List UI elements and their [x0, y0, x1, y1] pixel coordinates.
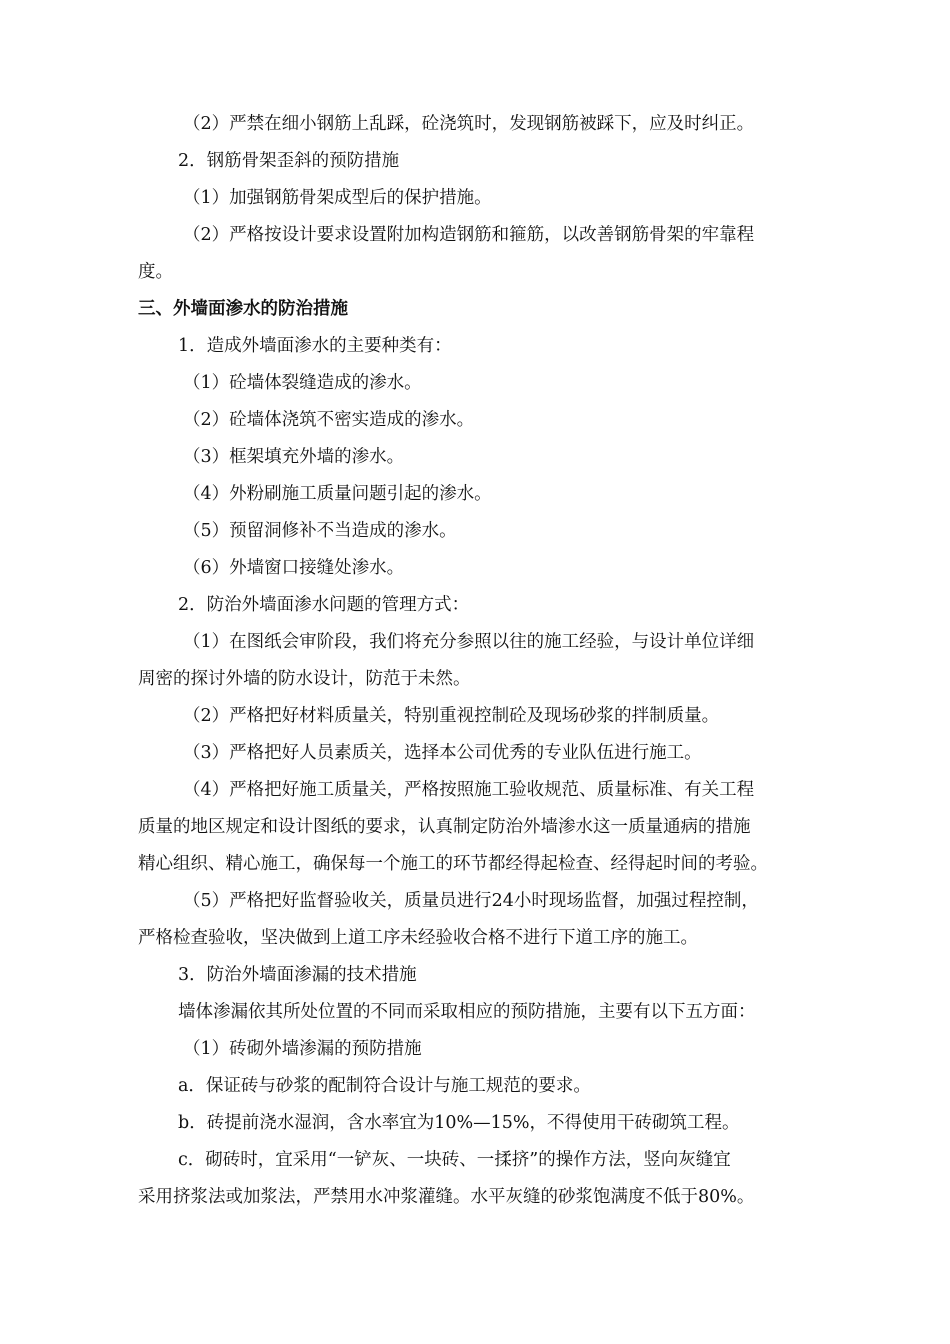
text-line: 周密的探讨外墙的防水设计，防范于未然。	[138, 669, 471, 689]
text-line: （4）外粉刷施工质量问题引起的渗水。	[183, 484, 492, 504]
text-line: 精心组织、精心施工，确保每一个施工的环节都经得起检查、经得起时间的考验。	[138, 854, 768, 874]
text-line: （2）严格把好材料质量关，特别重视控制砼及现场砂浆的拌制质量。	[183, 706, 720, 726]
text-line: （3）严格把好人员素质关，选择本公司优秀的专业队伍进行施工。	[183, 743, 702, 763]
text-line: （2）砼墙体浇筑不密实造成的渗水。	[183, 410, 475, 430]
text-line: 1．造成外墙面渗水的主要种类有：	[178, 336, 452, 356]
text-line: 质量的地区规定和设计图纸的要求，认真制定防治外墙渗水这一质量通病的措施	[138, 817, 751, 837]
text-line: （5）预留洞修补不当造成的渗水。	[183, 521, 457, 541]
section-heading: 三、外墙面渗水的防治措施	[138, 299, 348, 319]
text-line: （6）外墙窗口接缝处渗水。	[183, 558, 405, 578]
text-line: （5）严格把好监督验收关，质量员进行24小时现场监督，加强过程控制，	[183, 891, 759, 911]
text-line: （4）严格把好施工质量关，严格按照施工验收规范、质量标准、有关工程	[183, 780, 755, 800]
text-line: 2．防治外墙面渗水问题的管理方式：	[178, 595, 470, 615]
text-line: （3）框架填充外墙的渗水。	[183, 447, 405, 467]
text-line: c．砌砖时，宜采用“一铲灰、一块砖、一揉挤”的操作方法，竖向灰缝宜	[178, 1150, 731, 1170]
text-line: 2．钢筋骨架歪斜的预防措施	[178, 151, 400, 171]
text-line: （2）严禁在细小钢筋上乱踩，砼浇筑时，发现钢筋被踩下，应及时纠正。	[183, 114, 755, 134]
text-line: 度。	[138, 262, 173, 282]
text-line: （1）加强钢筋骨架成型后的保护措施。	[183, 188, 492, 208]
text-line: （2）严格按设计要求设置附加构造钢筋和箍筋，以改善钢筋骨架的牢靠程	[183, 225, 755, 245]
text-line: b．砖提前浇水湿润，含水率宜为10%—15%，不得使用干砖砌筑工程。	[178, 1113, 740, 1133]
text-line: （1）在图纸会审阶段，我们将充分参照以往的施工经验，与设计单位详细	[183, 632, 755, 652]
text-line: 严格检查验收，坚决做到上道工序未经验收合格不进行下道工序的施工。	[138, 928, 698, 948]
text-line: （1）砖砌外墙渗漏的预防措施	[183, 1039, 422, 1059]
text-line: 3．防治外墙面渗漏的技术措施	[178, 965, 417, 985]
text-line: （1）砼墙体裂缝造成的渗水。	[183, 373, 422, 393]
text-line: 墙体渗漏依其所处位置的不同而采取相应的预防措施，主要有以下五方面：	[178, 1002, 756, 1022]
text-line: 采用挤浆法或加浆法，严禁用水冲浆灌缝。水平灰缝的砂浆饱满度不低于80%。	[138, 1187, 755, 1207]
text-line: a．保证砖与砂浆的配制符合设计与施工规范的要求。	[178, 1076, 591, 1096]
